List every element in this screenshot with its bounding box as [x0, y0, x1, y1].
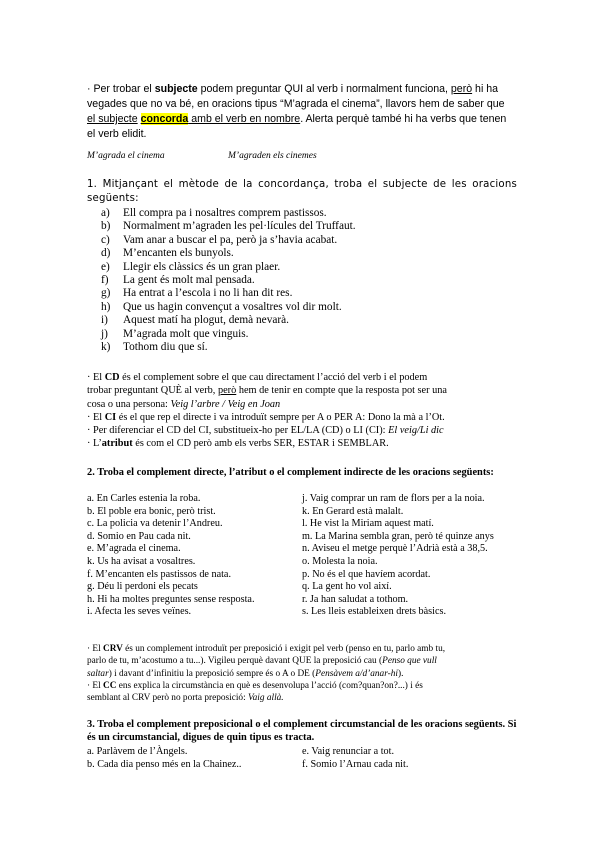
cd-ci-example: El veig/Li dic [388, 425, 444, 437]
item-letter: i) [101, 314, 108, 327]
term-ci: CI [104, 411, 117, 423]
text: és el complement sobre el que cau directament l’acció del verb i el podem [119, 372, 428, 383]
table-row [87, 518, 537, 531]
sentence: b. Cada dia penso més en la Chainez.. [87, 758, 242, 770]
item-letter: c) [101, 233, 110, 246]
list-item [101, 341, 356, 354]
exercise-2-sentences [87, 493, 537, 619]
sentence: s. Les lleis estableixen drets bàsics. [302, 606, 447, 618]
item-text: Llegir els clàssics és un gran plaer. [123, 260, 281, 273]
text: · Per diferenciar el CD del CI, substitueix-ho per EL/LA (CD) o LI (CI): [87, 425, 389, 437]
table-row [87, 746, 507, 759]
list-item [101, 261, 356, 274]
text: ) i davant d’infinitiu la preposició sempre és o A o DE ( [108, 668, 316, 679]
item-letter: a) [101, 207, 110, 219]
cd-line [87, 384, 515, 397]
exercise-2-heading: 2. Troba el complement directe, l’atribut o el complement indirecte de les oracions següents: [87, 467, 494, 478]
table-row [87, 759, 507, 772]
text: trobar preguntant QUÈ al verb, [87, 385, 218, 397]
intro-underlined-pero: però [450, 83, 473, 95]
text: és com el CD però amb els verbs SER, ESTAR i SEMBLAR. [132, 438, 389, 450]
sentence: g. Déu li perdoni els pecats [87, 581, 198, 593]
crv-line [87, 668, 517, 680]
intro-text: · Per trobar el [87, 83, 155, 95]
crv-line [87, 655, 517, 667]
table-row [87, 531, 537, 544]
item-text: Vam anar a buscar el pa, però ja s’havia acabat. [123, 233, 338, 246]
list-item [101, 207, 356, 220]
item-letter: d) [101, 247, 111, 260]
item-letter: h) [101, 300, 111, 313]
crv-example: saltar [87, 668, 109, 679]
item-text: Que us hagin convençut a vosaltres vol dir molt. [123, 300, 342, 313]
intro-subject-term: subjecte [154, 83, 198, 95]
table-row [87, 493, 537, 506]
list-item [101, 287, 356, 300]
sentence: l. He vist la Miriam aquest matí. [302, 518, 434, 530]
list-item [101, 274, 356, 287]
item-text: Ell compra pa i nosaltres comprem pastissos. [123, 207, 327, 219]
term-atribut: atribut [101, 438, 133, 450]
term-cd: CD [104, 372, 120, 383]
sentence: a. Parlàvem de l’Àngels. [87, 746, 188, 757]
sentence: a. En Carles estenia la roba. [87, 493, 201, 504]
cd-line [87, 371, 515, 384]
ci-line [87, 411, 515, 424]
highlight-concorda: concorda [140, 113, 189, 125]
text: ens explica la circumstància en què es desenvolupa l’acció (com?quan?on?...) i és [116, 680, 423, 691]
exercise-3-sentences [87, 746, 507, 771]
cd-line [87, 398, 515, 411]
sentence: d. Somio en Pau cada nit. [87, 530, 191, 542]
text: ). [397, 668, 404, 679]
list-item [101, 234, 356, 247]
text: · L’ [87, 438, 102, 450]
sentence: j. Vaig comprar un ram de flors per a la noia. [302, 493, 485, 504]
text: hem de tenir en compte que la resposta pot ser una [236, 385, 447, 397]
cc-line [87, 680, 517, 692]
item-text: Tothom diu que sí. [123, 341, 208, 354]
example-plural: M’agraden els cinemes [228, 151, 317, 161]
list-item [101, 247, 356, 260]
list-item [101, 328, 356, 341]
sentence: m. La Marina sembla gran, però té quinze anys [302, 530, 494, 542]
cd-ci-explanation [87, 371, 515, 451]
text: · El [87, 680, 104, 691]
table-row [87, 543, 537, 556]
text: és el que rep el directe i va introduït sempre per A o PER A: Dono la mà a l’Ot. [116, 411, 445, 423]
sentence: i. Afecta les seves veïnes. [87, 606, 192, 618]
text: semblant al CRV però no porta preposició: [87, 693, 248, 704]
item-letter: g) [101, 287, 111, 300]
sentence: p. No és el que havíem acordat. [302, 568, 431, 580]
sentence: c. La policia va detenir l’Andreu. [87, 518, 223, 530]
list-item [101, 314, 356, 327]
table-row [87, 569, 537, 582]
item-text: M’encanten els bunyols. [123, 247, 234, 260]
text: · El [87, 411, 105, 423]
item-letter: j) [101, 327, 108, 340]
sentence: f. M’encanten els pastissos de nata. [87, 568, 231, 580]
exercise-3-heading: 3. Troba el complement preposicional o el complement circumstancial de les oracions següents. Si és un circumstancial, digues de quin tipus es tracta. [87, 719, 517, 743]
exercise-1-list [101, 207, 356, 354]
item-text: La gent és molt mal pensada. [123, 274, 255, 287]
text: · El [87, 644, 104, 654]
item-letter: f) [101, 274, 109, 287]
table-row [87, 606, 537, 619]
crv-example: Pensàvem a/d’anar-hi [315, 668, 398, 679]
sentence: k. En Gerard està malalt. [302, 505, 404, 517]
table-row [87, 581, 537, 594]
sentence: e. Vaig renunciar a tot. [302, 746, 395, 757]
cc-example: Vaig allà. [247, 693, 284, 704]
item-text: Ha entrat a l’escola i no li han dit res. [123, 287, 293, 300]
intro-text: . Alerta perquè també hi ha verbs que tenen el verb elidit. [87, 113, 507, 140]
cd-ci-line [87, 424, 515, 437]
intro-text: podem preguntar QUI al verb i normalment funciona, [197, 83, 451, 95]
list-item [101, 220, 356, 233]
sentence: k. Us ha avisat a vosaltres. [87, 555, 196, 567]
crv-line [87, 643, 517, 655]
sentence: h. Hi ha moltes preguntes sense resposta. [87, 593, 255, 605]
exercise-1-heading: 1. Mitjançant el mètode de la concordança, troba el subjecte de les oracions següents: [87, 179, 517, 204]
atribut-line [87, 437, 515, 450]
intro-text: hi ha vegades que no va bé, en oracions tipus “M’agrada el cinema”, llavors hem de saber que [87, 83, 505, 110]
intro-underlined-subject: el subjecte [87, 113, 138, 125]
crv-example: Penso que vull [382, 656, 437, 667]
item-text: Aquest matí ha plogut, demà nevarà. [123, 314, 289, 327]
term-cc: CC [103, 680, 117, 691]
text: és un complement introduït per preposició i exigit pel verb (penso en tu, parlo amb tu, [122, 644, 446, 654]
table-row [87, 594, 537, 607]
cd-example: Veig l’arbre / Veig en Joan [170, 398, 281, 410]
sentence: f. Somio l’Arnau cada nit. [302, 758, 409, 770]
text: parlo de tu, m’acostumo a tu...). Vigileu perquè davant QUE la preposició cau ( [87, 656, 383, 667]
example-singular: M’agrada el cinema [87, 151, 165, 161]
sentence: n. Aviseu el metge perquè l’Adrià està a 38,5. [302, 543, 488, 555]
sentence: e. M’agrada el cinema. [87, 543, 181, 555]
text: · El [87, 372, 105, 383]
text: cosa o una persona: [87, 398, 171, 410]
item-letter: k) [101, 341, 111, 354]
table-row [87, 556, 537, 569]
item-text: Normalment m’agraden les pel·lícules del Truffaut. [123, 220, 356, 233]
sentence: q. La gent ho vol així. [302, 581, 392, 593]
cc-line [87, 692, 517, 704]
sentence: r. Ja han saludat a tothom. [302, 593, 409, 605]
intro-underlined-verb: amb el verb en nombre [188, 113, 301, 125]
item-letter: e) [101, 260, 110, 273]
item-letter: b) [101, 220, 111, 233]
crv-cc-explanation [87, 643, 517, 704]
term-crv: CRV [103, 644, 123, 654]
item-text: M’agrada molt que vinguis. [123, 327, 249, 340]
table-row [87, 506, 537, 519]
list-item [101, 301, 356, 314]
sentence: b. El poble era bonic, però trist. [87, 505, 216, 517]
underlined-pero: però [217, 385, 237, 397]
subject-explanation [87, 82, 512, 142]
sentence: o. Molesta la noia. [302, 555, 378, 567]
